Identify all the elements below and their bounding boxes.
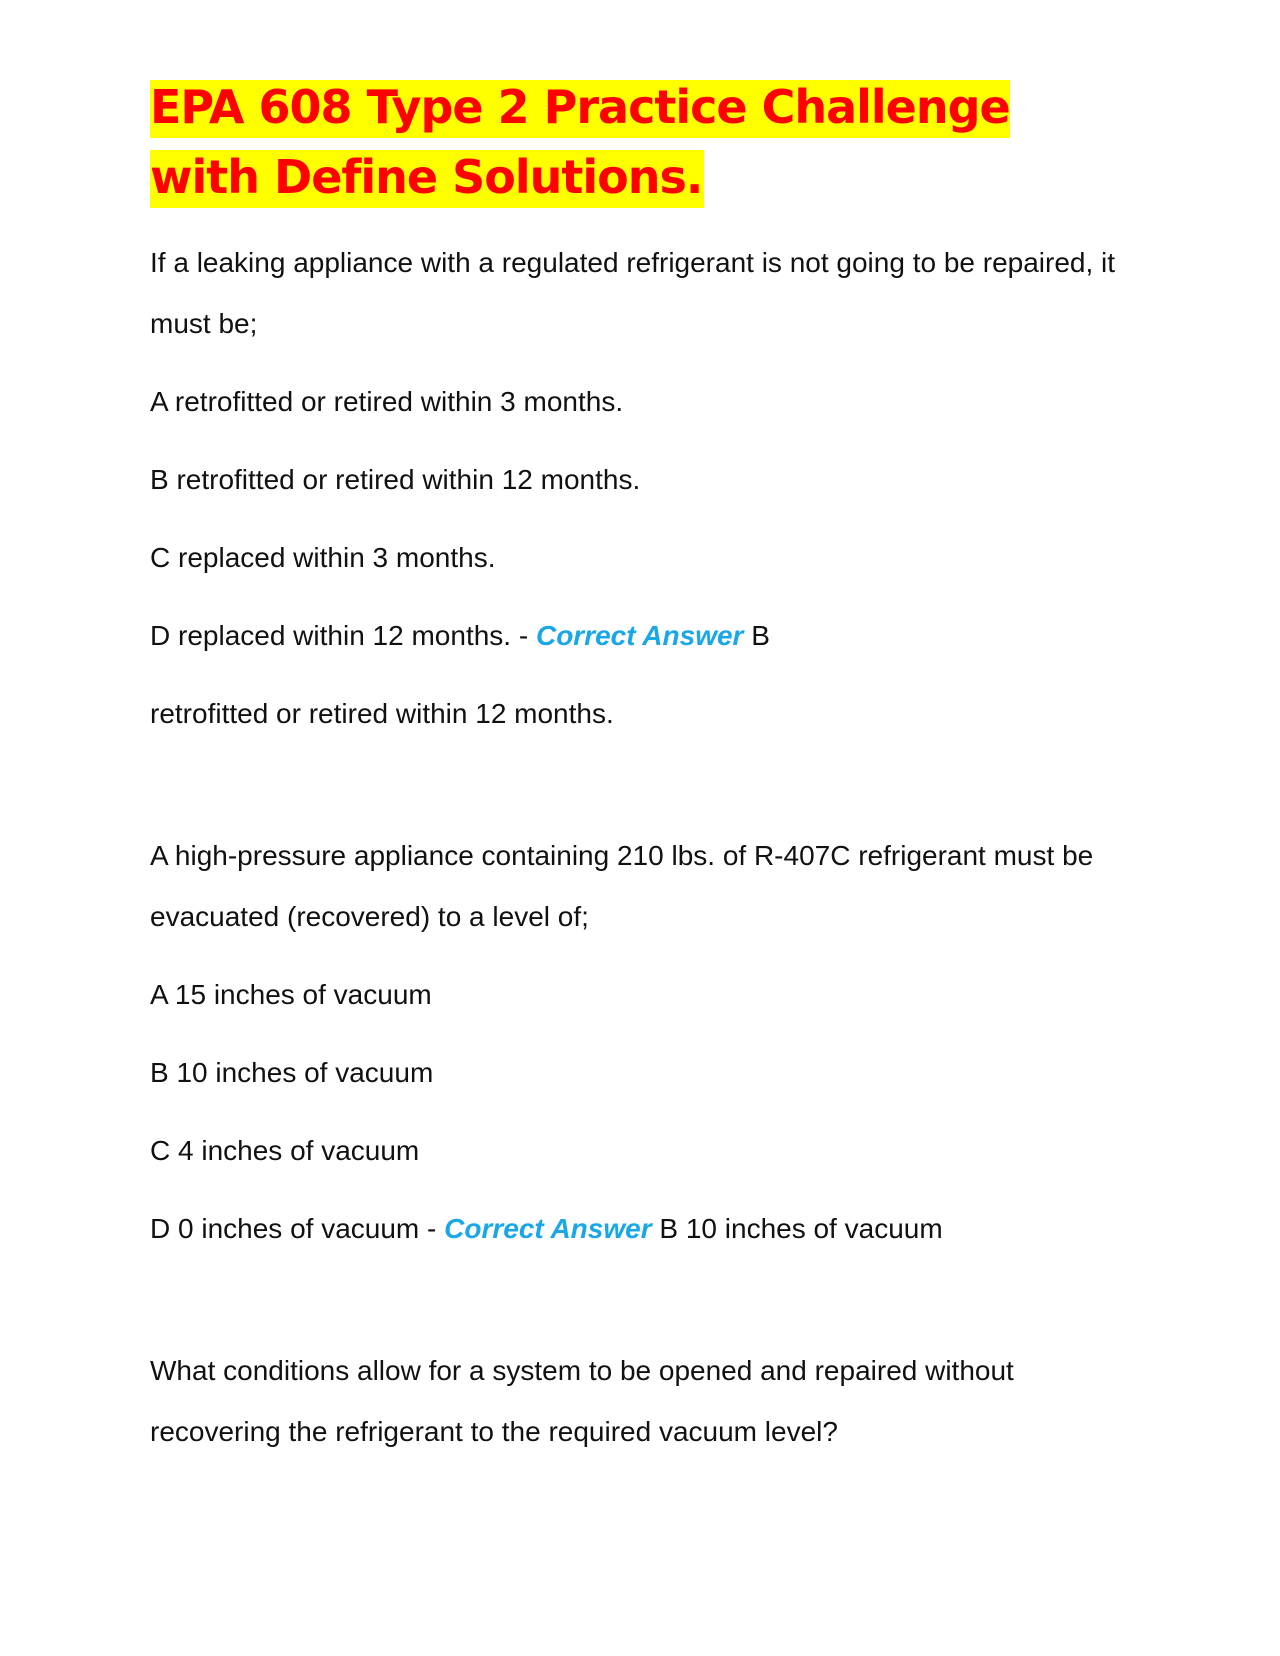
question-2-text: A high-pressure appliance containing 210 lbs. of R-407C refrigerant must be evacuated (recovered) to a level of;	[150, 840, 1094, 932]
question-1	[150, 232, 1130, 744]
correct-answer-label: Correct Answer	[444, 1213, 652, 1244]
question-1-text: If a leaking appliance with a regulated refrigerant is not going to be repaired, it must be;	[150, 247, 1116, 339]
question-2-option-c: C 4 inches of vacuum	[150, 1135, 420, 1166]
question-3	[150, 1340, 1130, 1462]
document-title-text: EPA 608 Type 2 Practice Challenge with Define Solutions.	[150, 80, 1010, 208]
document-title	[150, 72, 1130, 212]
question-1-option-d: D replaced within 12 months. -	[150, 620, 529, 651]
question-2-answer: B 10 inches of vacuum	[659, 1213, 943, 1244]
question-2	[150, 825, 1130, 1259]
question-2-option-d-line	[150, 1198, 1130, 1259]
question-2-option-d: D 0 inches of vacuum -	[150, 1213, 437, 1244]
question-1-option-d-line	[150, 605, 1130, 666]
question-1-answer: B	[751, 620, 770, 651]
question-1-option-c: C replaced within 3 months.	[150, 542, 496, 573]
spacer	[150, 1276, 1130, 1340]
question-1-option-a: A retrofitted or retired within 3 months.	[150, 386, 624, 417]
question-3-text: What conditions allow for a system to be opened and repaired without recovering the refrigerant to the required vacuum level?	[150, 1355, 1014, 1447]
question-1-option-b: B retrofitted or retired within 12 months.	[150, 464, 641, 495]
question-2-option-a: A 15 inches of vacuum	[150, 979, 432, 1010]
document-page	[150, 72, 1130, 1479]
spacer	[150, 761, 1130, 825]
question-1-answer-continued: retrofitted or retired within 12 months.	[150, 698, 614, 729]
correct-answer-label: Correct Answer	[535, 620, 744, 651]
question-2-option-b: B 10 inches of vacuum	[150, 1057, 434, 1088]
